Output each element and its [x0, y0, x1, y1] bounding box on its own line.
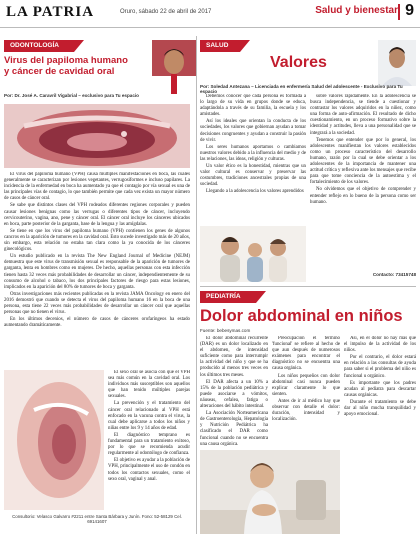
right-article-contact: Contacto: 73415748	[372, 272, 416, 277]
paragraph: La prevención y el tratamiento del cáncer oral relacionado al VPH está enfocado en la vacuna contra el virus, la cual debe aplicarse a todos los niños y niñas entre los 9 y 14 años de edad.	[108, 401, 190, 431]
paragraph: En los últimos decenios, el número de casos de cánceres orofaríngeos ha estado aumentando dramáticamente.	[4, 317, 190, 329]
paragraph: Tenemos que entender que por lo general, los adolescentes manifiestan los valores establecidos como un proceso característico del desarrollo humano, razón por la cual se debe orientar a los adolescentes de la importancia de mantener una actitud crítica y reflexiva ante los mensajes que recibe para que tome conciencia de la autoestima y el fortalecimiento de los valores.	[310, 137, 416, 186]
section-tag-odontologia: ODONTOLOGÍA	[4, 40, 74, 52]
page-header	[0, 0, 420, 28]
paragraph: El sexo oral se asocia con que el VPH sea más común en la cavidad oral. Los individuos más susceptibles son aquellos que han tenido múltiples parejas sexuales.	[108, 370, 190, 400]
bottom-article-body-3	[344, 336, 416, 532]
paragraph: Los niños pequeños con dolor abdominal casi nunca pueden explicar claramente lo que sienten.	[272, 373, 340, 397]
right-article-byline: Por: Soledad Antezana – Licenciada en enfermería Salud del adolescente - Exclusivo para Tu espacio	[200, 84, 403, 94]
paragraph: Así los ideales que orientan la conducta de los sociedades, los valores que gobiernan ayudan a tomar decisiones congruentes y ayudan a construir la pasión de vivir.	[200, 119, 306, 143]
paragraph: Se tiene en que los virus del papiloma humano (VPH) contienen los genes de algunos cancros en la aparición de tumores en la cavidad oral. Esto sucede investigado más de 20 años, sin embargo, esta relación no estaba tan clara como la ya conocida de los cánceres ginecológicos.	[4, 228, 190, 253]
right-article-body-2	[310, 94, 416, 270]
author-photo-left	[152, 40, 196, 98]
paragraph: Un valor ético es la honestidad, mientras que un valor cultural es conservar y preservar las costumbres, tradiciones ancestrales propias de una sociedad.	[200, 164, 306, 188]
paragraph: Durante el tratamiento se debe dar al niño mucha tranquilidad y apoyo emocional.	[344, 399, 416, 418]
left-article-byline: Por: Dr. José A. Caravril Vigabrial – exclusivo para Tu espacio	[4, 93, 139, 98]
paragraph: Preocupación el termino 'funcional' se refiere al hecho de que aun después de numerosos exámenes para encontrar el diagnóstico no se encuentra una causa orgánica.	[272, 336, 340, 372]
paragraph: Por el contrario, el dolor estará en relación a las consultas de ayuda para saber si el problema del niño es funcional u orgánico.	[344, 355, 416, 379]
paragraph: El diagnóstico temprano es fundamental para un tratamiento exitoso, por lo que se recomienda acudir regularmente al odontólogo de confianza.	[108, 432, 190, 457]
paragraph: Otras investigaciones más recientes publicadas en la revista JAMA Oncology en enero del 2016 demostró que cuando se detecta el virus del papiloma humano 16 en la boca de una persona, esta tiene 22 veces más probabilidades de desarrollar un cáncer oral que aquellas personas que no tienen el virus.	[4, 291, 190, 316]
page-number: 9	[405, 2, 414, 19]
page-number-bar	[398, 4, 400, 20]
paragraph: El DAR afecta a un 10% a 15% de la población pediátrica y puede asociarse a vómitos, náuseas, cefalea, fatiga o alteraciones del hábito intestinal.	[200, 379, 268, 410]
section-tag-salud: SALUD	[200, 40, 240, 52]
section-tag-pediatria: PEDIATRÍA	[200, 291, 256, 303]
photo-child-abdominal-pain	[200, 450, 340, 534]
paragraph: Los seres humanos aportamos o cambiamos nuestros valores debido a la influencia del medio y de las relaciones, las ideas, religión y culturas.	[200, 144, 306, 162]
paragraph: Es importante que los padres acudan al pediatra para descartar causas orgánicas.	[344, 380, 416, 398]
paragraph: sobre valores rápidamente. En la adolescencia se busca independencia, se tiende a cuestionar y contrastar los valores adquiridos en la niñez, como una forma de auto-afirmación. El resultado de dicho cuestionamiento, en un proceso formativo sobre la identidad y actitudes, lleva a una personalidad que se integrará a la sociedad.	[310, 94, 416, 136]
left-article-body-2	[108, 370, 190, 508]
column-divider	[196, 36, 197, 534]
section-divider	[200, 286, 416, 287]
paragraph: Debemos conocer que cada persona es formada a lo largo de su vida en grupos donde se educa, adaptándola a través de su familia, la escuela y los amistades.	[200, 94, 306, 118]
right-article-title: Valores	[270, 54, 327, 71]
section-title: Salud y bienestar	[315, 5, 398, 16]
paragraph: No olvidemos que el objetivo de comprender y entender reflejo en lo bueno de la persona como ser humano.	[310, 187, 416, 205]
paragraph: El virus del papiloma humano (VPH) causa múltiples manifestaciones en boca, las cuales generalmente se caracterizan por lesiones vegetantes, verrugosiformes e incluso papilares. La incidencia de la enfermedad en boca ha aumentado ya que el contagio por vía sexual es una de las principales vías de contagio, lo que también permite que cada vez exista un mayor número de casos de cáncer oral.	[4, 172, 190, 202]
dateline: Oruro, sábado 22 de abril de 2017	[120, 9, 212, 15]
paragraph: El dolor abdominal recurrente (DAR) es un dolor localizado en el abdomen, de intensidad suficiente como para interrumpir la actividad del niño y que se ha producido al menos tres veces en los últimos tres meses.	[200, 336, 268, 378]
photo-family	[200, 226, 306, 282]
photo-mouth-closeup	[4, 370, 104, 510]
masthead: LA PATRIA	[6, 4, 95, 20]
bottom-article-title: Dolor abdominal en niños	[200, 307, 403, 325]
left-article-title: Virus del papiloma humano y cáncer de cavidad oral	[4, 55, 128, 77]
bottom-article-body-2	[272, 336, 340, 446]
author-photo-right	[378, 40, 416, 86]
right-article-body-1	[200, 94, 306, 224]
paragraph: El objetivo es ayudar a la población de VPH, principalmente el uso de condón en todos los contactos sexuales, como el sexo oral, vaginal y anal.	[108, 458, 190, 482]
paragraph: Así, en el dolor no hay más que el impulso de la actividad de los niños.	[344, 336, 416, 354]
paragraph: Se sabe que distintos clases del VPH rodeados diferentes regiones corporales y pueden causar lesiones benignas como las verrugas o diferentes tipos de cáncer, incluyendo cervicouterino, vagina, ano, pene y cáncer oral. El cáncer oral incluye los cánceres ubicados en boca, parte posterior de la garganta, base de la lengua y las amígdalas.	[4, 203, 190, 227]
paragraph: Llegando a la adolescencia los valores aprendidos	[206, 189, 304, 195]
paragraph: Un estudio publicado en la revista The New England Journal of Medicine (NEJM) demuestra que este virus de transmisión sexual es responsable de la aparición de tumores de garganta, lenta en hombres como en mujeres. De hecho, aquellas personas con esta infección tienen hasta 32 veces más probabilidades de desarrollar un cáncer, independientemente de su consumo de alcohol o tabaco, los dos principales factores de riesgo para estas lesiones, implicados en la aparición del 80% de tumores de boca y garganta.	[4, 254, 190, 290]
bottom-article-source: Fuente: bebesymas.com	[200, 328, 251, 333]
paragraph: Antes de ir al médico hay que observar con detalle el dolor: duración, intensidad y localización.	[272, 398, 340, 423]
paragraph: La Asociación Norteamericana de Gastroenterología, Hepatología y Nutrición Pediátrica ha clasificado el DAR como funcional cuando no se encuentra una causa orgánica.	[200, 411, 268, 446]
bottom-article-body-1	[200, 336, 268, 446]
photo-oral-lesion	[4, 104, 190, 168]
left-article-contact: Consultorio: Velasco Galvarro #2211 entre Santa Bárbara y Junín. Fono: 52-58129 Cel. 69141607	[12, 514, 182, 524]
left-article-body-1	[4, 172, 190, 368]
